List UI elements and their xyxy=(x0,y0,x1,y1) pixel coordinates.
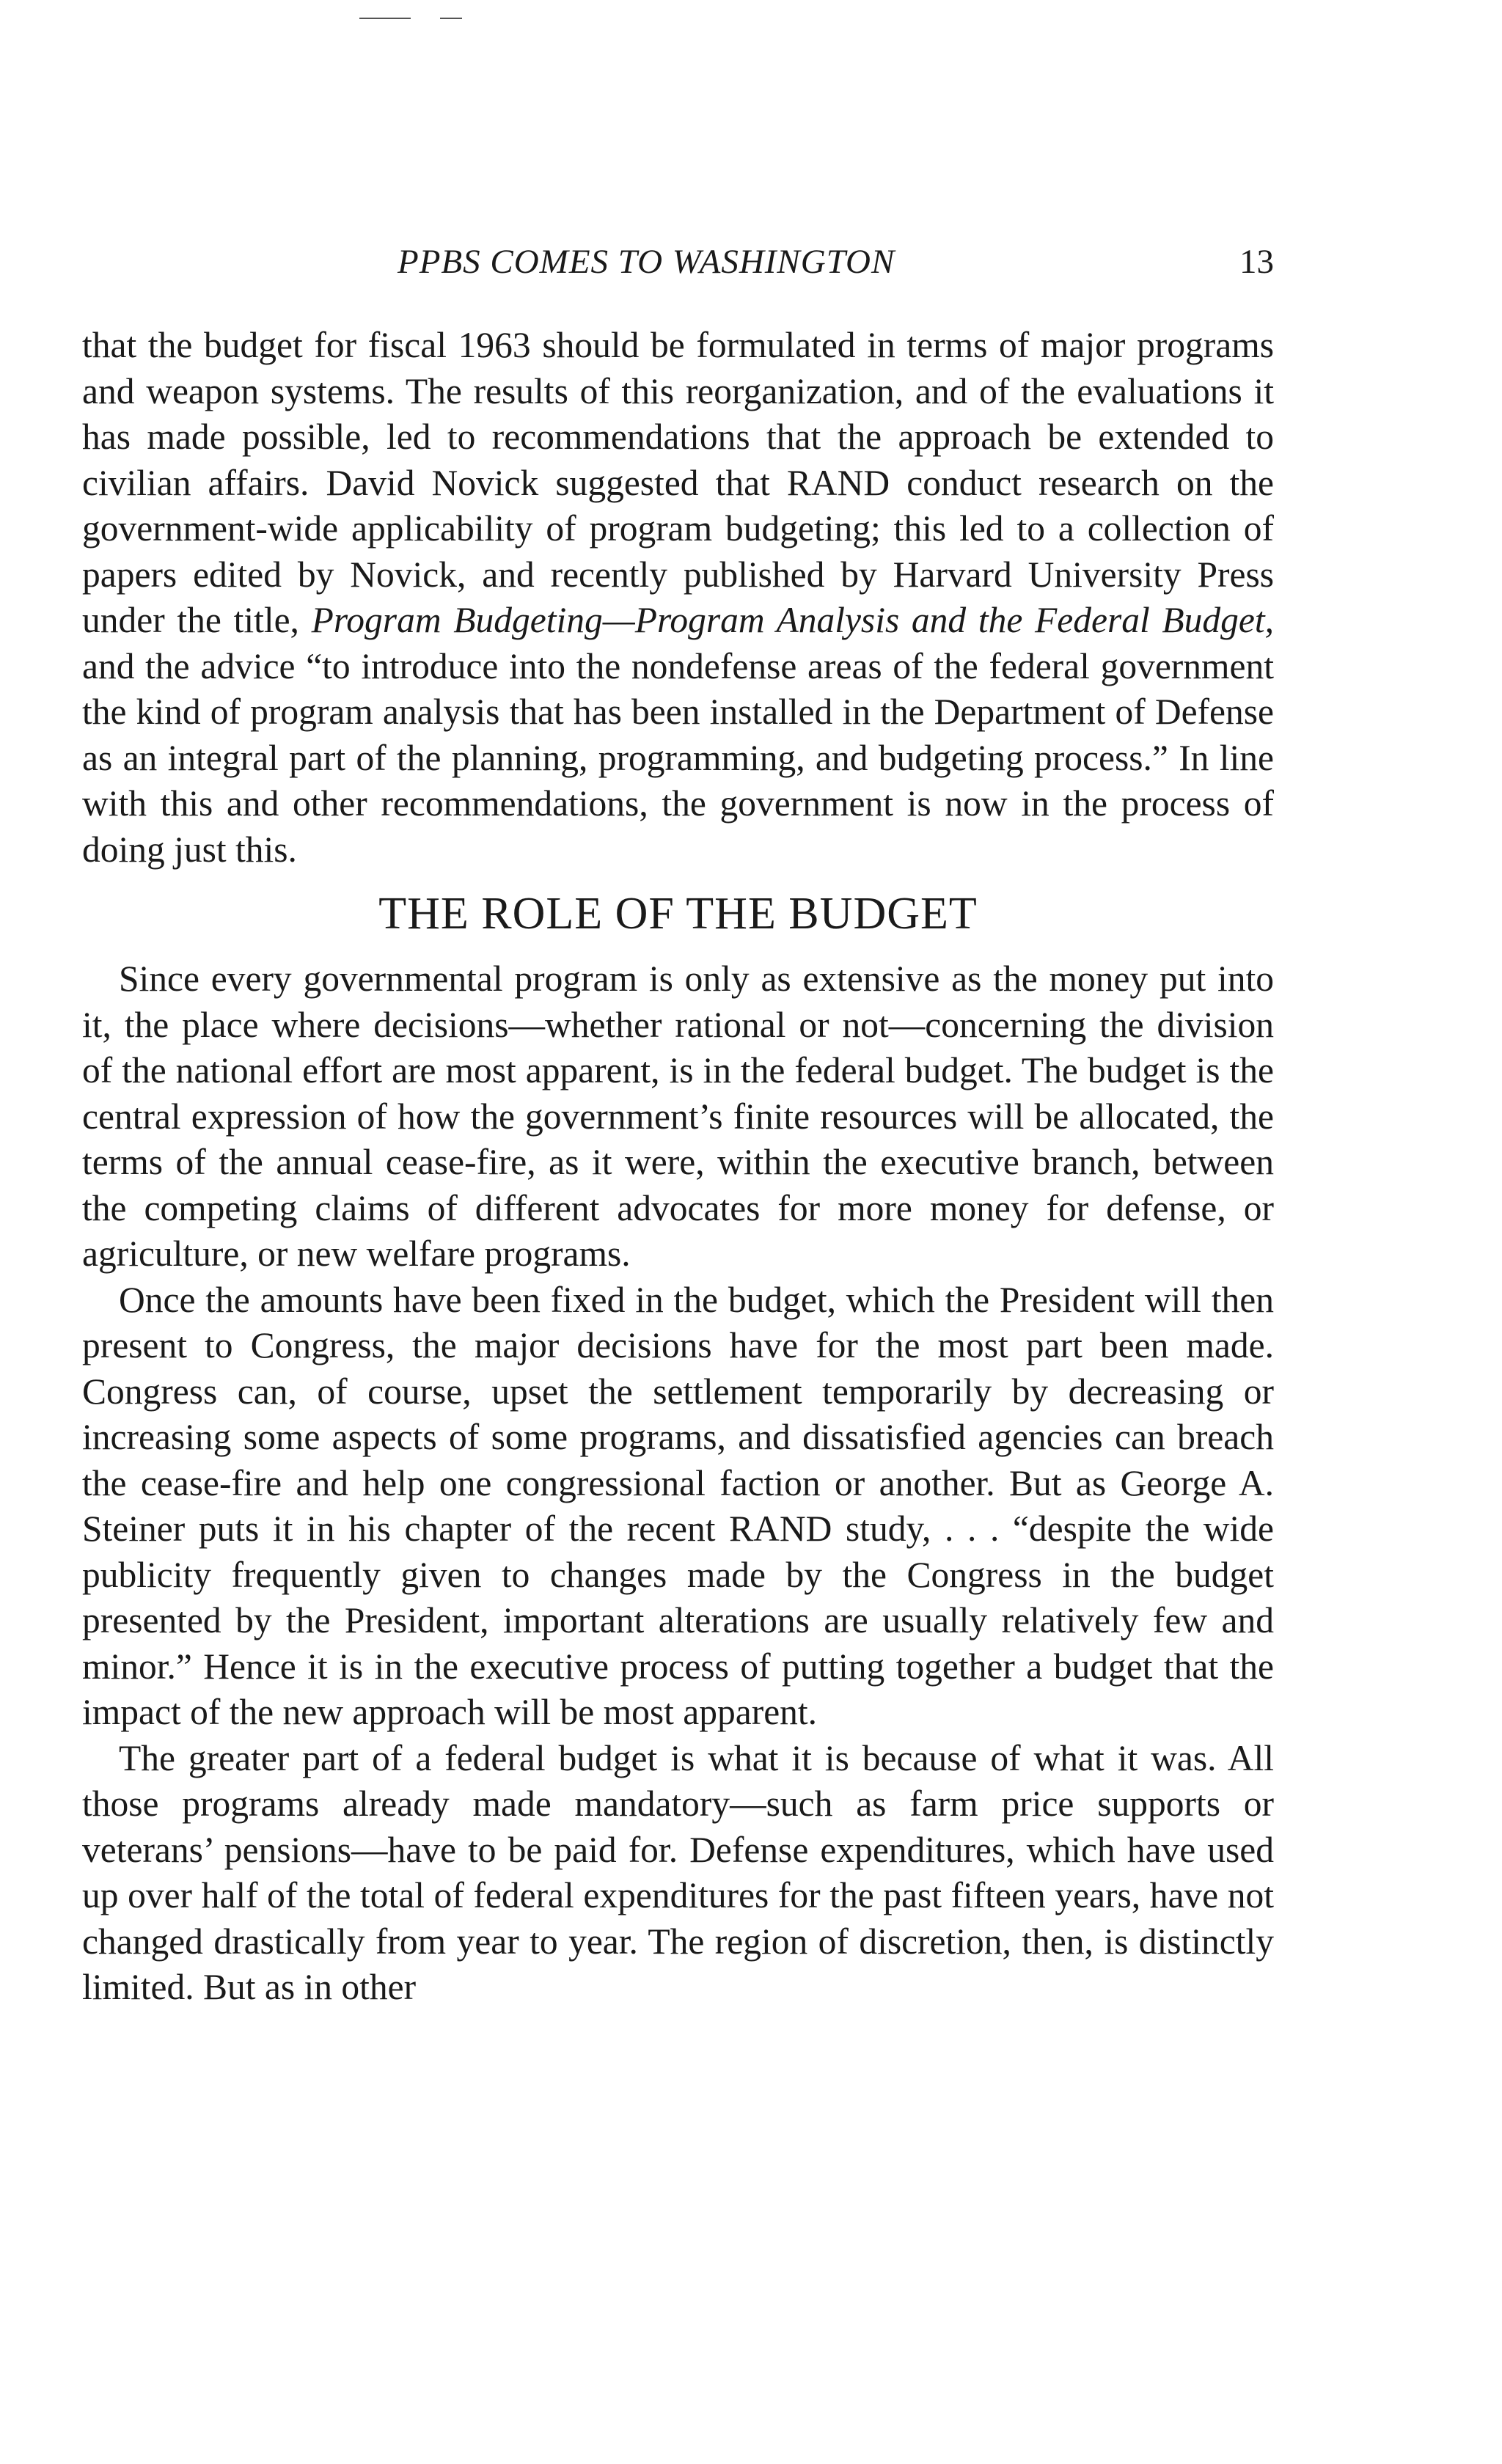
running-title: PPBS COMES TO WASHINGTON xyxy=(398,243,895,281)
paragraph: Since every governmental program is only as extensive as the money put into it, the place where decisions—whether rational or not—concerning the division of the national effort are most apparent, is in the federal budget. The budget is the central expression of how the government’s finite resources will be allocated, the terms of the annual cease-fire, as it were, within the executive branch, between the competing claims of different advocates for more money for defense, or agriculture, or new welfare programs. xyxy=(82,958,1274,1274)
page-number: 13 xyxy=(1239,243,1274,281)
section-heading: THE ROLE OF THE BUDGET xyxy=(378,889,978,939)
scan-mark xyxy=(359,18,411,19)
book-title: Program Budgeting—Program Analysis and the Federal Budget, xyxy=(311,600,1274,640)
running-head xyxy=(82,242,1274,286)
body-text xyxy=(82,323,1274,2011)
paragraph: The greater part of a federal budget is what it is because of what it was. All those programs already made mandatory—such as farm price supports or veterans’ pensions—have to be paid for. Defense expenditures, which have used up over half of the total of federal expenditures for the past fifteen years, have not changed drastically from year to year. The region of discretion, then, is distinctly limited. But as in other xyxy=(82,1737,1274,2007)
paragraph: Once the amounts have been fixed in the budget, which the President will then present to Congress, the major decisions have for the most part been made. Congress can, of course, upset the settlement temporarily by decreasing or increasing some aspects of some programs, and dissatisfied agencies can breach the cease-fire and help one congressional faction or another. But as George A. Steiner puts it in his chapter of the recent RAND study, . . . “despite the wide publicity frequently given to changes made by the Congress in the budget presented by the President, important alterations are usually relatively few and minor.” Hence it is in the executive process of putting together a budget that the impact of the new approach will be most apparent. xyxy=(82,1279,1274,1732)
text-run: that the budget for fiscal 1963 should be formulated in terms of major programs and weapon systems. The results of this reorganization, and of the evaluations it has made possible, led to recommendations that the approach be extended to civilian affairs. David Novick suggested that RAND conduct research on the government-wide applicability of program budgeting; this led to a collection of papers edited by Novick, and recently published by Harvard University Press under the title, xyxy=(82,325,1274,640)
scan-mark xyxy=(440,18,462,19)
text-run: and the advice “to introduce into the nondefense areas of the federal government the kind of program analysis that has been installed in the Department of Defense as an integral part of the planning, programming, and budgeting process.” In line with this and other recommendations, the government is now in the process of doing just this. xyxy=(82,645,1274,870)
paragraph xyxy=(82,323,1274,873)
